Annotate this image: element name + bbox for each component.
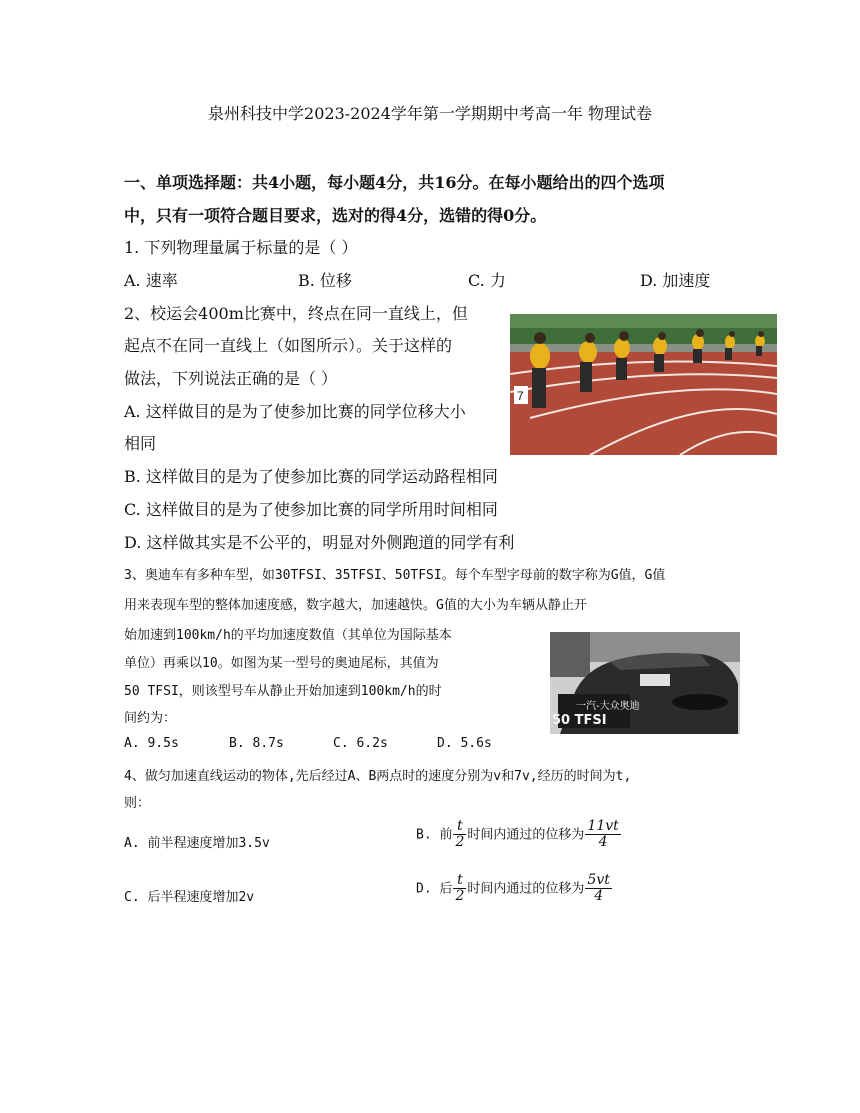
q4-option-d-prefix: D. 后 <box>416 881 453 897</box>
car-brand-text: 一汽-大众奥迪 <box>576 701 640 712</box>
q4-option-a: A. 前半程速度增加3.5v <box>124 836 270 851</box>
q3-option-b: B. 8.7s <box>229 736 284 751</box>
q4-option-b <box>416 819 622 849</box>
q2-option-a-line2: 相同 <box>124 434 157 453</box>
q4-option-d-result-fraction: $\frac{5vt}{4}$ <box>587 872 610 904</box>
q4-option-b-time-fraction: $\frac{t}{2}$ <box>455 818 465 850</box>
q4-option-d <box>416 873 613 903</box>
q4-line1: 4、做匀加速直线运动的物体,先后经过A、B两点时的速度分别为v和7v,经历的时间为t, <box>124 769 632 784</box>
q1-option-a: A. 速率 <box>124 271 178 290</box>
lane-number: 7 <box>517 389 524 403</box>
car-photo-svg <box>550 632 740 734</box>
q4-option-d-time-fraction: $\frac{t}{2}$ <box>455 872 465 904</box>
car-photo <box>550 632 740 734</box>
q2-option-a-line1: A. 这样做目的是为了使参加比赛的同学位移大小 <box>124 402 466 421</box>
q2-option-c: C. 这样做目的是为了使参加比赛的同学所用时间相同 <box>124 500 498 519</box>
q4-line2: 则： <box>124 796 151 811</box>
q3-line5: 50 TFSI，则该型号车从静止开始加速到100km/h的时 <box>124 684 442 699</box>
q1-stem: 1. 下列物理量属于标量的是（ ） <box>124 238 358 257</box>
q1-option-c: C. 力 <box>468 271 506 290</box>
q1-option-b: B. 位移 <box>298 271 352 290</box>
q2-option-b: B. 这样做目的是为了使参加比赛的同学运动路程相同 <box>124 467 498 486</box>
q3-line2: 用来表现车型的整体加速度感，数字越大，加速越快。G值的大小为车辆从静止开 <box>124 598 587 613</box>
q3-line1: 3、奥迪车有多种车型，如30TFSI、35TFSI、50TFSI。每个车型字母前的数字称为G值，G值 <box>124 568 666 583</box>
q3-line6: 间约为： <box>124 711 177 726</box>
q4-option-b-result-fraction: $\frac{11vt}{4}$ <box>587 818 619 850</box>
q3-option-d: D. 5.6s <box>437 736 492 751</box>
q2-stem-line1: 2、校运会400m比赛中，终点在同一直线上，但 <box>124 304 468 323</box>
section-heading-line2: 中，只有一项符合题目要求，选对的得4分，选错的得0分。 <box>124 206 547 225</box>
car-badge-text: 50 TFSI <box>552 713 607 728</box>
q3-option-c: C. 6.2s <box>333 736 388 751</box>
q2-option-d: D. 这样做其实是不公平的，明显对外侧跑道的同学有利 <box>124 533 515 552</box>
q4-option-b-prefix: B. 前 <box>416 827 453 843</box>
q3-line4: 单位）再乘以10。如图为某一型号的奥迪尾标，其值为 <box>124 656 439 671</box>
q2-stem-line3: 做法，下列说法正确的是（ ） <box>124 369 338 388</box>
q4-option-c: C. 后半程速度增加2v <box>124 890 255 905</box>
q2-stem-line2: 起点不在同一直线上（如图所示）。关于这样的 <box>124 336 453 355</box>
section-heading-line1: 一、单项选择题：共4小题，每小题4分，共16分。在每小题给出的四个选项 <box>124 173 665 192</box>
q4-option-d-mid: 时间内通过的位移为 <box>467 881 585 897</box>
q3-option-a: A. 9.5s <box>124 736 179 751</box>
track-photo <box>510 314 777 455</box>
q3-line3: 始加速到100km/h的平均加速度数值（其单位为国际基本 <box>124 628 452 643</box>
q1-option-d: D. 加速度 <box>640 271 711 290</box>
page-title: 泉州科技中学2023-2024学年第一学期期中考高一年 物理试卷 <box>208 104 652 123</box>
track-photo-svg <box>510 314 777 455</box>
q4-option-b-mid: 时间内通过的位移为 <box>467 827 585 843</box>
